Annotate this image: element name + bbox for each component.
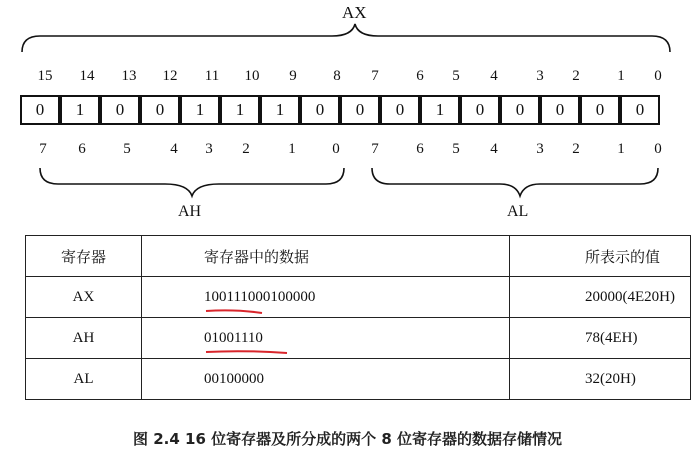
bit-index-1: 1 (617, 68, 625, 84)
bit-index-10: 10 (244, 68, 260, 84)
row-register: AL (26, 359, 142, 400)
bit-index-6: 6 (416, 68, 424, 84)
bit-index-15: 15 (37, 68, 53, 84)
al-index-4: 4 (490, 141, 498, 157)
bit-index-4: 4 (490, 68, 498, 84)
bit-index-2: 2 (572, 68, 580, 84)
al-index-6: 6 (416, 141, 424, 157)
bit-cell: 0 (100, 95, 140, 125)
al-index-7: 7 (371, 141, 379, 157)
row-value: 78(4EH) (510, 318, 691, 359)
header-register: 寄存器 (26, 236, 142, 277)
ax-label: AX (342, 3, 367, 22)
al-index-5: 5 (452, 141, 460, 157)
row-register: AH (26, 318, 142, 359)
al-index-1: 1 (617, 141, 625, 157)
ah-index-1: 1 (288, 141, 296, 157)
row-value: 20000(4E20H) (510, 277, 691, 318)
al-index-2: 2 (572, 141, 580, 157)
bit-cell: 1 (60, 95, 100, 125)
table-row (26, 318, 691, 359)
bit-index-9: 9 (289, 68, 297, 84)
register-table (25, 235, 691, 400)
bit-cell: 0 (340, 95, 380, 125)
row-data: 01001110 (142, 318, 510, 359)
row-data: 100111000100000 (142, 277, 510, 318)
ah-index-0: 0 (332, 141, 340, 157)
bit-index-7: 7 (371, 68, 379, 84)
ah-index-5: 5 (123, 141, 131, 157)
bit-cell: 0 (300, 95, 340, 125)
bit-cell: 0 (580, 95, 620, 125)
bit-cell: 1 (180, 95, 220, 125)
table-row (26, 359, 691, 400)
ah-index-3: 3 (205, 141, 213, 157)
al-brace (372, 168, 658, 196)
bit-cell: 0 (500, 95, 540, 125)
bit-cell: 0 (460, 95, 500, 125)
bit-cell: 0 (380, 95, 420, 125)
bit-cell: 0 (140, 95, 180, 125)
bit-cell: 0 (620, 95, 660, 125)
bit-index-14: 14 (79, 68, 95, 84)
table-row (26, 277, 691, 318)
bit-index-13: 13 (121, 68, 137, 84)
bit-index-5: 5 (452, 68, 460, 84)
bit-cell: 1 (260, 95, 300, 125)
ah-index-6: 6 (78, 141, 86, 157)
bit-cell: 1 (420, 95, 460, 125)
al-index-3: 3 (536, 141, 544, 157)
table-header-row (26, 236, 691, 277)
header-value: 所表示的值 (510, 236, 691, 277)
ah-index-2: 2 (242, 141, 250, 157)
al-index-0: 0 (654, 141, 662, 157)
row-value: 32(20H) (510, 359, 691, 400)
bit-cell: 1 (220, 95, 260, 125)
figure-caption: 图 2.4 16 位寄存器及所分成的两个 8 位寄存器的数据存储情况 (133, 430, 562, 448)
ah-label: AH (178, 203, 202, 220)
bit-cell: 0 (20, 95, 60, 125)
bit-cell: 0 (540, 95, 580, 125)
bit-index-12: 12 (162, 68, 178, 84)
bit-index-11: 11 (204, 68, 220, 84)
bit-index-8: 8 (333, 68, 341, 84)
row-data: 00100000 (142, 359, 510, 400)
header-data: 寄存器中的数据 (142, 236, 510, 277)
al-label: AL (507, 203, 529, 220)
ah-index-7: 7 (39, 141, 47, 157)
bit-cells (20, 91, 670, 133)
row-register: AX (26, 277, 142, 318)
ah-brace (40, 168, 344, 196)
ah-index-4: 4 (170, 141, 178, 157)
bit-index-0: 0 (654, 68, 662, 84)
bit-index-3: 3 (536, 68, 544, 84)
